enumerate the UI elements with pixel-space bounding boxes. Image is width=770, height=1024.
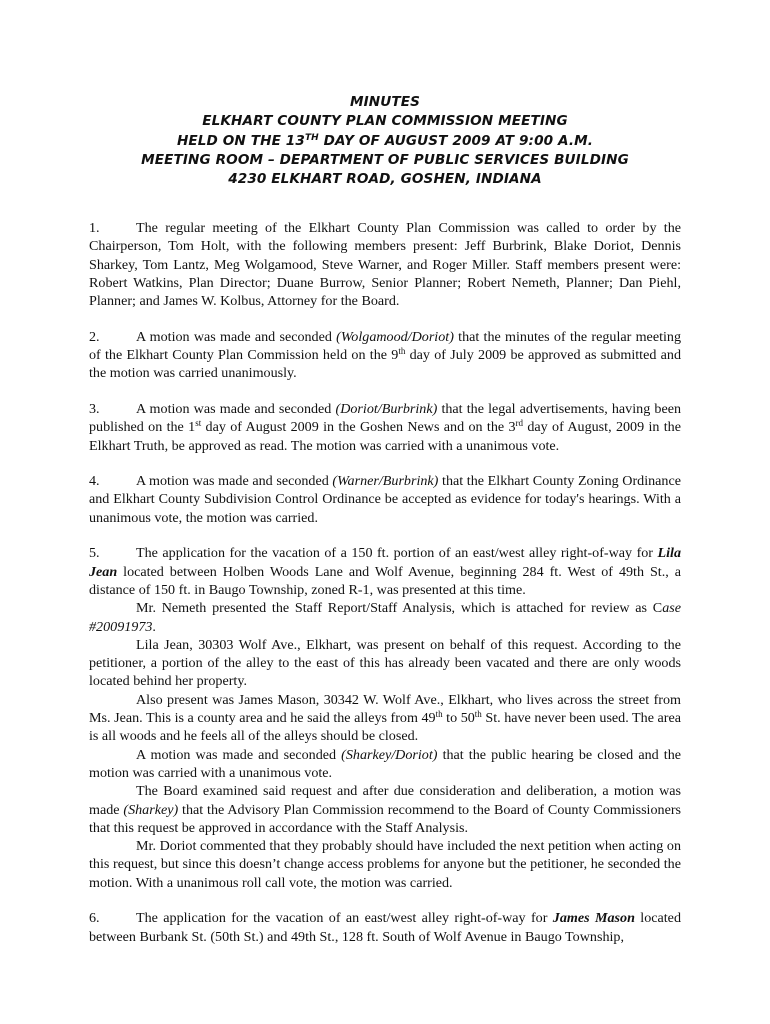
header-title: MINUTES bbox=[349, 94, 421, 110]
header-meeting-date: HELD ON THE 13TH DAY OF AUGUST 2009 AT 9:00 A.M. bbox=[176, 132, 594, 149]
item-2: 2. A motion was made and seconded (Wolgamood/Doriot) that the minutes of the regular meeting of the Elkhart County Plan Commission held on the 9th day of July 2009 be approved as submitted and the motion was carried unanimously. bbox=[89, 328, 681, 382]
motion-names: (Wolgamood/Doriot) bbox=[336, 328, 454, 345]
item-4: 4. A motion was made and seconded (Warner/Burbrink) that the Elkhart County Zoning Ordinance and Elkhart County Subdivision Control Ordinance be accepted as evidence for today's hearings. With a unanimous vote, the motion was carried. bbox=[89, 473, 681, 526]
board-motion-sentence: The Board examined said request and after due consideration and deliberation, a motion was made (Sharkey) that the Advisory Plan Commission recommend to the Board of County Commissioners that this request be approved in accordance with the Staff Analysis. bbox=[89, 783, 681, 836]
item-number: 2. bbox=[89, 328, 100, 345]
petitioner-name: James Mason bbox=[552, 910, 635, 927]
motion-names: (Sharkey/Doriot) bbox=[341, 746, 438, 763]
case-number: ase #20091973 bbox=[89, 600, 681, 635]
header-address: 4230 ELKHART ROAD, GOSHEN, INDIANA bbox=[228, 171, 542, 188]
header-meeting-name: ELKHART COUNTY PLAN COMMISSION MEETING bbox=[202, 113, 568, 130]
item-number: 3. bbox=[89, 400, 100, 417]
motion-names: (Doriot/Burbrink) bbox=[335, 400, 438, 417]
minutes-body bbox=[89, 219, 681, 963]
motion-names: (Warner/Burbrink) bbox=[332, 473, 439, 490]
motion-names: (Sharkey) bbox=[123, 801, 179, 818]
petitioner-sentence: Lila Jean, 30303 Wolf Ave., Elkhart, was present on behalf of this request. According to the petitioner, a portion of the alley to the east of this has already been vacated and there are only woods located behind her property. bbox=[89, 636, 681, 690]
item-number: 6. bbox=[89, 910, 100, 927]
staff-report-sentence: Mr. Nemeth presented the Staff Report/Staff Analysis, which is attached for review as Case #20091973. bbox=[89, 600, 681, 635]
item-text: The regular meeting of the Elkhart County Plan Commission was called to order by the Chairperson, Tom Holt, with the following members present: Jeff Burbrink, Blake Doriot, Dennis Sharkey, Tom Lantz, Meg Wolgamood, Steve Warner, and Roger Miller. Staff members present were: Robert Watkins, Plan Director; Duane Burrow, Senior Planner; Robert Nemeth, Planner; Dan Piehl, Planner; and James W. Kolbus, Attorney for the Board. bbox=[89, 220, 681, 310]
item-6: 6. The application for the vacation of an east/west alley right-of-way for James Mason located between Burbank St. (50th St.) and 49th St., 128 ft. South of Wolf Avenue in Baugo Township, bbox=[89, 910, 681, 945]
remonstrator-sentence: Also present was James Mason, 30342 W. Wolf Ave., Elkhart, who lives across the street from Ms. Jean. This is a county area and he said the alleys from 49th to 50th St. have never been used. The area is all woods and he feels all of the alleys should be closed. bbox=[89, 691, 681, 745]
petitioner-name: Lila Jean bbox=[89, 545, 681, 580]
item-1 bbox=[89, 219, 681, 310]
item-number: 1. bbox=[89, 220, 100, 236]
doriot-comment-sentence: Mr. Doriot commented that they probably should have included the next petition when acting on this request, but since this doesn’t change access problems for anyone but the petitioner, he seconded the motion. With a unanimous roll call vote, the motion was carried. bbox=[89, 838, 681, 891]
item-5: 5. The application for the vacation of a 150 ft. portion of an east/west alley right-of-way for Lila Jean located between Holben Woods Lane and Wolf Avenue, beginning 284 ft. West of 49th St., a distance of 150 ft. in Baugo Township, zoned R-1, was presented at this time. Mr. Nemeth presented the Staff Report/Staff Analysis, which is attached for review as Case #20091973. Lila Jean, 30303 Wolf Ave., Elkhart, was present on behalf of this request. According to the petitioner, a portion of the alley to the east of this has already been vacated and there are only woods located behind her property. Also present was James Mason, 30342 W. Wolf Ave., Elkhart, who lives across the street from Ms. Jean. This is a county area and he said the alleys from 49th to 50th St. have never been used. The area is all woods and he feels all of the alleys should be closed. A motion was made and seconded (Sharkey/Doriot) that the public hearing be closed and the motion was carried with a unanimous vote. The Board examined said request and after due consideration and deliberation, a motion was made (Sharkey) that the Advisory Plan Commission recommend to the Board of County Commissioners that this request be approved in accordance with the Staff Analysis. Mr. Doriot commented that they probably should have included the next petition when acting on this request, but since this doesn’t change access problems for anyone but the petitioner, he seconded the motion. With a unanimous roll call vote, the motion was carried. bbox=[89, 545, 681, 891]
item-3: 3. A motion was made and seconded (Doriot/Burbrink) that the legal advertisements, having been published on the 1st day of August 2009 in the Goshen News and on the 3rd day of August, 2009 in the Elkhart Truth, be approved as read. The motion was carried with a unanimous vote. bbox=[89, 400, 682, 454]
item-number: 5. bbox=[89, 545, 100, 562]
document-header bbox=[0, 93, 770, 189]
header-meeting-room: MEETING ROOM – DEPARTMENT OF PUBLIC SERVICES BUILDING bbox=[141, 151, 629, 168]
hearing-closed-sentence: A motion was made and seconded (Sharkey/Doriot) that the public hearing be closed and the motion was carried with a unanimous vote. bbox=[89, 746, 681, 781]
item-number: 4. bbox=[89, 473, 100, 490]
